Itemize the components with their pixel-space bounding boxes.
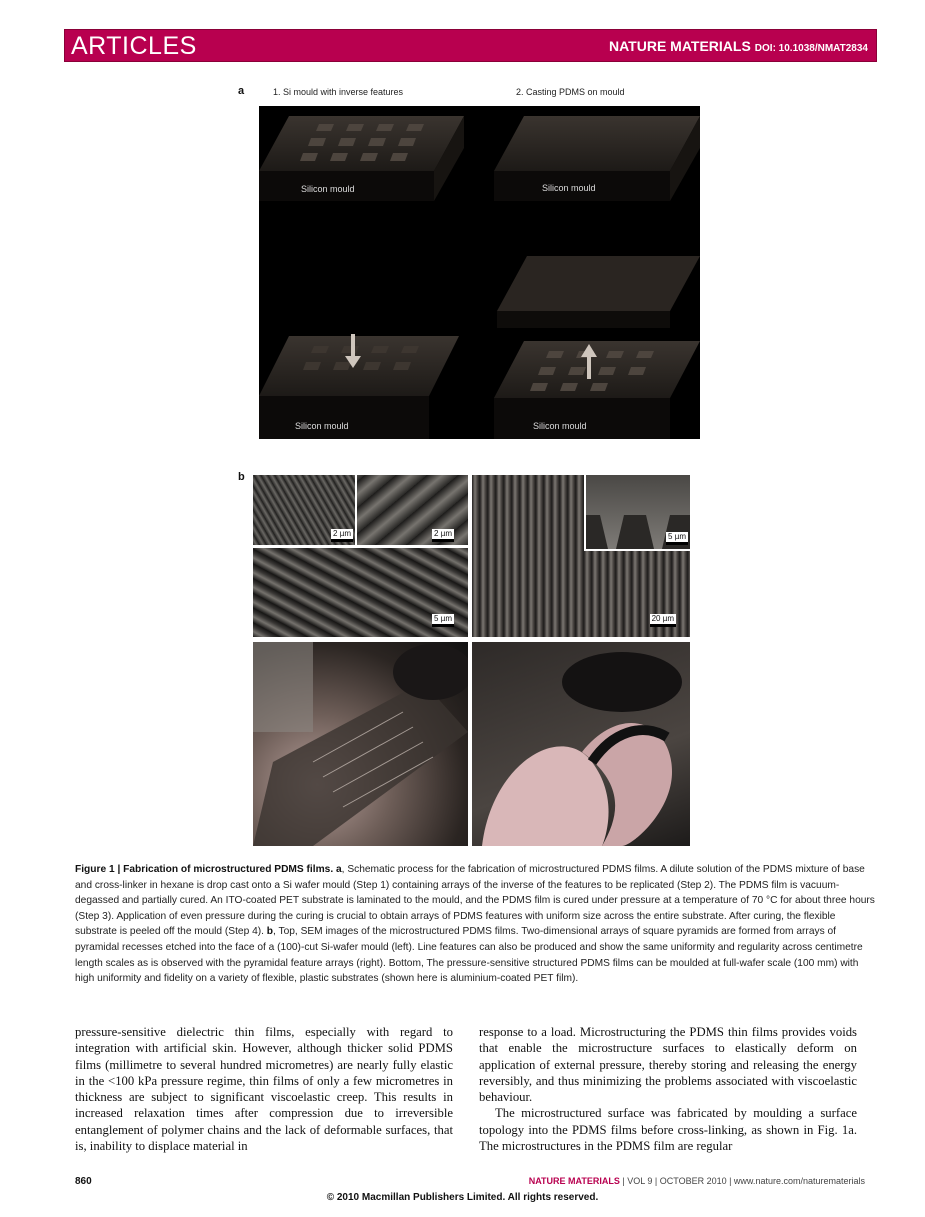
panel-a-label: a [238, 85, 245, 97]
body-paragraph: The microstructured surface was fabricated by moulding a surface topology into the PDMS films before cross-linking, as shown in Fig. 1a. The microstructures in the PDMS film are regular [479, 1106, 857, 1154]
body-paragraph: pressure-sensitive dielectric thin films, especially with regard to integration with artificial skin. However, although thicker solid PDMS films (millimetre to several hundred micrometres) are nearly fully elastic in the <100 kPa pressure regime, thin films of only a few micrometres in thickness are subject to significant viscoelastic creep. This results in increased relaxation times after compression due to irreversible entanglement of polymer chains and the lack of deformable surfaces, that is, inability to displace material in [75, 1025, 453, 1154]
mould-step1 [259, 116, 464, 201]
footer-issue: | VOL 9 | OCTOBER 2010 | www.nature.com/naturematerials [619, 1176, 865, 1186]
body-column-left [75, 1024, 453, 1154]
sem-pyramids-tilted [253, 475, 355, 545]
caption-title: Figure 1 | Fabrication of microstructured PDMS films. [75, 864, 334, 875]
photo-wafer-peel-illustration [253, 642, 468, 846]
journal-name: NATURE MATERIALS [608, 38, 751, 54]
scale-bar-4: 5 µm [666, 532, 688, 545]
scale-bar-5: 20 µm [650, 614, 676, 627]
step2-caption: 2. Casting PDMS on mould [516, 87, 625, 97]
sem-pyramids-closeup [357, 475, 468, 545]
caption-b-label: b [266, 926, 274, 938]
section-title: ARTICLES [71, 32, 197, 60]
body-column-right [479, 1024, 857, 1154]
mould-label-4: Silicon mould [533, 421, 587, 431]
photo-wafer-peel [253, 642, 468, 846]
caption-text-b: , Top, SEM images of the microstructured PDMS films. Two-dimensional arrays of square pyramids are formed from arrays of pyramidal recesses etched into the face of a (100)-cut Si-wafer mould (left). Line features can also be produced and show the same uniformity and regularity across centimetre length scales as is observed with the pyramidal feature arrays (right). Bottom, The pressure-sensitive structured PDMS films can be moulded at full-wafer scale (100 mm) with high uniformity and fidelity on a variety of flexible, plastic substrates (shown here is aluminium-coated PET film). [75, 926, 863, 985]
mould-label-3: Silicon mould [295, 421, 349, 431]
footer-journal-info [529, 1176, 865, 1186]
mould-label-1: Silicon mould [301, 184, 355, 194]
sem-lines-crosssection [584, 475, 690, 551]
body-paragraph: response to a load. Microstructuring the PDMS thin films provides voids that enable the microstructure surfaces to elastically deform on application of external pressure, thereby storing and releasing the energy reversibly, and thus minimizing the problems associated with viscoelastic behaviour. [479, 1025, 857, 1105]
mould-step2 [494, 116, 700, 201]
photo-flexible-substrate-illustration [472, 642, 690, 846]
scale-bar-3: 5 µm [432, 614, 454, 627]
page-number: 860 [75, 1176, 92, 1187]
journal-header [609, 38, 868, 54]
figure-caption [75, 862, 875, 987]
sem-pyramids-array [253, 548, 468, 637]
sem-lines-array [472, 475, 690, 637]
doi: DOI: 10.1038/NMAT2834 [754, 43, 868, 54]
panel-b-label: b [238, 471, 245, 483]
photo-flexible-substrate [472, 642, 690, 846]
schematic-panel [259, 106, 700, 439]
header-band [64, 29, 877, 62]
mould-label-2: Silicon mould [542, 183, 596, 193]
caption-text-a: , Schematic process for the fabrication of microstructured PDMS films. A dilute solution of the PDMS mixture of base and cross-linker in hexane is drop cast onto a Si wafer mould (Step 1) containing arrays of the inverse of the features to be replicated (Step 2). The PDMS film is vacuum-degassed and partially cured. An ITO-coated PET substrate is laminated to the mould, and the PDMS film is cured under pressure at a temperature of 70 °C for about three hours (Step 3). Application of even pressure during the curing is crucial to obtain arrays of PDMS features with uniform size across the entire substrate. After curing, the flexible substrate is peeled off the mould (Step 4). [75, 864, 875, 938]
footer-journal-name: NATURE MATERIALS [528, 1176, 620, 1186]
step1-caption: 1. Si mould with inverse features [273, 87, 404, 97]
mould-step3 [259, 334, 459, 439]
copyright: © 2010 Macmillan Publishers Limited. All rights reserved. [326, 1192, 599, 1203]
schematic-illustration [259, 106, 700, 439]
mould-step4 [494, 256, 700, 439]
caption-a-label: a [336, 864, 342, 875]
scale-bar-2: 2 µm [432, 529, 454, 542]
scale-bar-1: 2 µm [331, 529, 353, 542]
